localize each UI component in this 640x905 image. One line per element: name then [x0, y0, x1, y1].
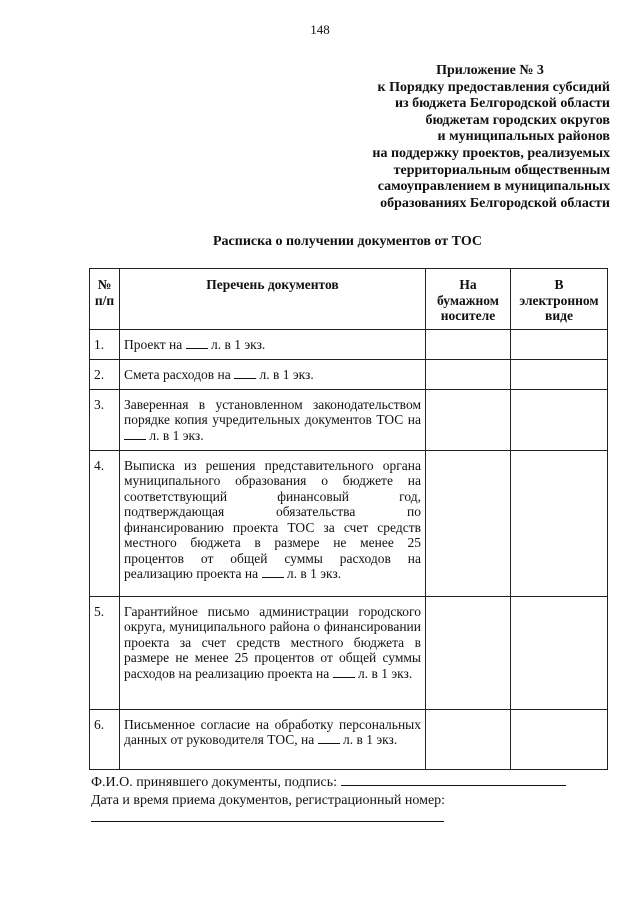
- appendix-line: из бюджета Белгородской области: [394, 96, 610, 112]
- document-text: Проект на: [124, 337, 186, 352]
- document-cell: [120, 360, 426, 390]
- document-title: Расписка о получении документов от ТОС: [212, 234, 482, 249]
- appendix-line: самоуправлением в муниципальных: [377, 179, 610, 195]
- appendix-line: бюджетам городских округов: [425, 112, 610, 128]
- electronic-cell: [511, 360, 608, 390]
- document-text-tail: л. в 1 экз.: [256, 367, 314, 382]
- paper-cell: [426, 330, 511, 360]
- paper-cell: [426, 596, 511, 709]
- document-text-tail: л. в 1 экз.: [146, 427, 204, 443]
- appendix-line: образованиях Белгородской области: [380, 195, 610, 211]
- document-text: Выписка из решения представительного органа муниципального образования о бюджете на соответствующий финансовый год, подтверждающая обязательства по финансированию проекта ТОС за счет средств местного бюджета в размере не менее 25 процентов от общей суммы расходов на реализацию проекта на: [124, 457, 421, 581]
- electronic-cell: [511, 596, 608, 709]
- document-text-tail: л. в 1 экз.: [339, 732, 398, 747]
- document-cell: [120, 389, 426, 450]
- appendix-line: на поддержку проектов, реализуемых: [372, 145, 610, 161]
- row-number: 4.: [90, 450, 120, 596]
- document-cell: [120, 450, 426, 596]
- signature-line: [341, 772, 566, 786]
- document-text-tail: л. в 1 экз.: [354, 665, 413, 681]
- document-text-tail: л. в 1 экз.: [207, 337, 266, 352]
- appendix-title: Приложение № 3: [436, 63, 544, 78]
- document-text: Письменное согласие на обработку персональных данных от руководителя ТОС, на: [124, 716, 421, 747]
- page-count-blank: [333, 666, 355, 678]
- row-number: 3.: [90, 389, 120, 450]
- paper-cell: [426, 389, 511, 450]
- footer: [91, 772, 566, 810]
- document-text: Гарантийное письмо администрации городского округа, муниципального района о финансировании проекта за счет средств местного бюджета в размере не менее 25 процентов от общей суммы расходов на реализацию проекта на: [124, 603, 421, 681]
- document-text-tail: л. в 1 экз.: [283, 566, 342, 581]
- registration-line: [91, 821, 444, 822]
- page-count-blank: [186, 337, 208, 349]
- header-documents: Перечень документов: [120, 269, 426, 330]
- document-cell: [120, 596, 426, 709]
- table-row: [90, 450, 608, 596]
- signature-label: Ф.И.О. принявшего документы, подпись:: [91, 775, 338, 790]
- page-count-blank: [262, 566, 284, 578]
- table-row: [90, 596, 608, 709]
- page-count-blank: [318, 732, 340, 744]
- header-num: № п/п: [90, 269, 120, 330]
- electronic-cell: [511, 330, 608, 360]
- table-row: [90, 389, 608, 450]
- header-paper: На бумажном носителе: [426, 269, 511, 330]
- electronic-cell: [511, 709, 608, 769]
- table-header-row: [90, 269, 608, 330]
- row-number: 6.: [90, 709, 120, 769]
- document-text: Заверенная в установленном законодательством порядке копия учредительных документов ТОС на: [124, 396, 421, 427]
- paper-cell: [426, 450, 511, 596]
- paper-cell: [426, 709, 511, 769]
- row-number: 5.: [90, 596, 120, 709]
- row-number: 1.: [90, 330, 120, 360]
- page-count-blank: [234, 367, 256, 379]
- paper-cell: [426, 360, 511, 390]
- table-row: [90, 709, 608, 769]
- header-electronic: В электронном виде: [511, 269, 608, 330]
- row-number: 2.: [90, 360, 120, 390]
- appendix-line: и муниципальных районов: [437, 129, 610, 145]
- electronic-cell: [511, 389, 608, 450]
- table-row: [90, 330, 608, 360]
- electronic-cell: [511, 450, 608, 596]
- appendix-line: территориальным общественным: [393, 162, 610, 178]
- signature-row: [91, 772, 566, 792]
- page-count-blank: [124, 428, 146, 440]
- page-number: 148: [310, 22, 330, 37]
- document-cell: [120, 709, 426, 769]
- table-row: [90, 360, 608, 390]
- appendix-header: [330, 63, 610, 212]
- document-text: Смета расходов на: [124, 367, 235, 382]
- documents-table: [89, 268, 608, 770]
- document-cell: [120, 330, 426, 360]
- appendix-line: к Порядку предоставления субсидий: [377, 79, 610, 95]
- date-label: Дата и время приема документов, регистрационный номер:: [91, 793, 446, 808]
